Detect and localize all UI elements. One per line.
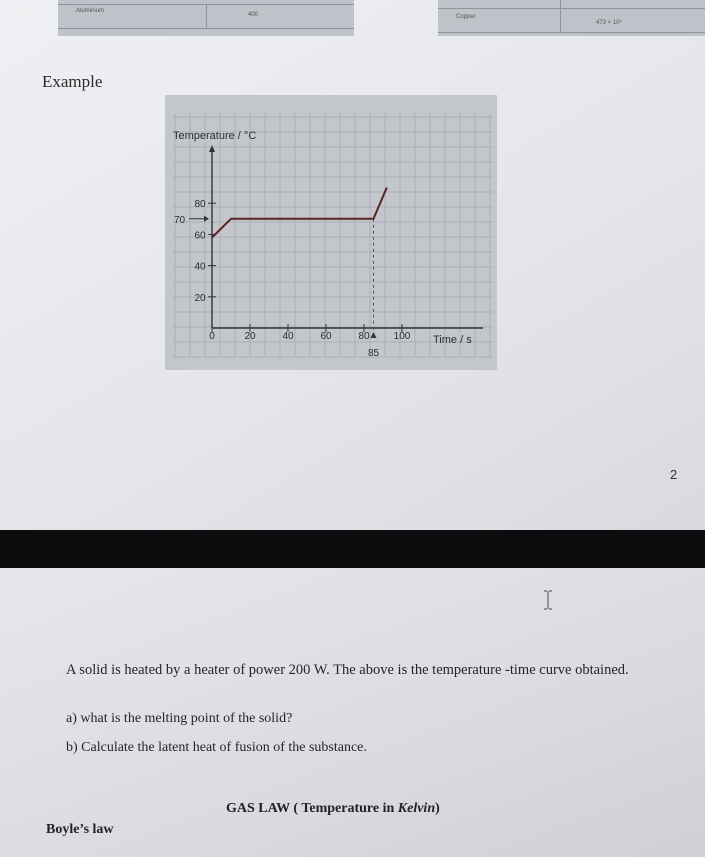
table-rule [206, 4, 207, 29]
page-number: 2 [670, 467, 678, 482]
question-b: b) Calculate the latent heat of fusion of the substance. [66, 740, 367, 755]
data-table-left [58, 0, 354, 36]
x-tick-label: 40 [282, 331, 294, 342]
chart-labels [173, 130, 472, 359]
problem-statement: A solid is heated by a heater of power 200 W. The above is the temperature -time curve obtained. [66, 662, 629, 678]
plateau-pointer-arrow [204, 216, 209, 222]
text-cursor-icon [543, 590, 553, 610]
gas-law-unit: Kelvin [397, 801, 436, 816]
table-rule [438, 8, 705, 9]
table-rule [438, 32, 705, 33]
chart-series [212, 188, 387, 238]
x-tick-label: 100 [393, 331, 411, 342]
y-axis-arrow [209, 145, 215, 152]
gas-law-heading [226, 801, 440, 817]
question-a: a) what is the melting point of the solid? [66, 711, 293, 726]
table-cell: Copper [456, 14, 476, 20]
x-tick-label: 80 [358, 331, 370, 342]
x-axis-title: Time / s [433, 334, 472, 346]
y-tick-label: 60 [194, 230, 206, 242]
example-heading: Example [42, 72, 103, 91]
y-tick-label: 80 [194, 199, 206, 211]
chart-grid [173, 113, 493, 357]
x-tick-label: 20 [244, 331, 256, 342]
chart-axes [189, 145, 483, 338]
gas-law-heading-suffix: ) [435, 801, 440, 816]
plateau-temperature-label: 70 [174, 214, 186, 226]
table-rule [560, 0, 561, 33]
data-table-right [438, 0, 705, 36]
end-time-label: 85 [367, 348, 380, 359]
table-cell: 473 × 10³ [596, 20, 622, 26]
chart-canvas [165, 95, 497, 370]
temperature-curve [212, 188, 387, 238]
end-time-arrow [371, 332, 377, 338]
y-tick-label: 40 [194, 261, 206, 273]
temperature-time-graph [165, 95, 497, 370]
table-cell: 400 [248, 12, 259, 18]
y-axis-title: Temperature / °C [173, 130, 257, 142]
page-break-bar [0, 530, 705, 568]
boyles-law-heading: Boyle’s law [46, 822, 114, 837]
x-tick-label: 60 [320, 331, 332, 342]
x-tick-label: 0 [209, 331, 215, 342]
y-tick-label: 20 [194, 292, 206, 304]
table-cell: Aluminium [76, 8, 105, 14]
gas-law-heading-prefix: GAS LAW ( Temperature in [226, 801, 398, 816]
